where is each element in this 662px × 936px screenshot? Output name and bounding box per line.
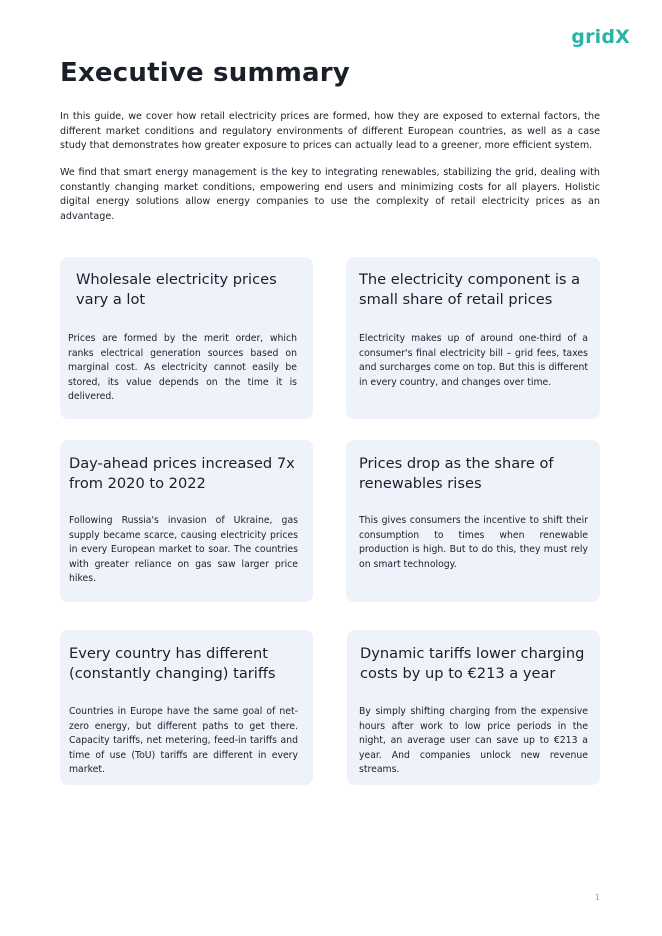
page-title: Executive summary xyxy=(60,58,350,88)
card-dynamic-tariffs xyxy=(347,630,600,785)
card-title: Dynamic tariffs lower charging costs by up to €213 a year xyxy=(360,645,585,682)
card-country-tariffs xyxy=(60,630,313,785)
card-body: Electricity makes up of around one-third of a consumer's final electricity bill – grid fees, taxes and surcharges come on top. But this is different in every country, and changes over time. xyxy=(359,333,588,388)
card-body: Following Russia's invasion of Ukraine, gas supply became scarce, causing electricity prices in every European market to soar. The countries with greater reliance on gas saw larger price hikes. xyxy=(69,515,298,584)
intro-paragraph-2: We find that smart energy management is the key to integrating renewables, stabilizing the grid, dealing with constantly changing market conditions, empowering end users and minimizing costs for all players. Holistic digital energy solutions allow energy companies to use the complexity of retail electricity prices as an advantage. xyxy=(60,167,600,222)
card-renewables-prices xyxy=(346,440,600,602)
card-wholesale-prices xyxy=(60,257,313,419)
card-title: Day-ahead prices increased 7x from 2020 to 2022 xyxy=(69,455,295,492)
card-body: By simply shifting charging from the expensive hours after work to low price periods in the night, an average user can save up to €213 a year. And companies unlock new revenue streams. xyxy=(359,706,588,775)
card-day-ahead-prices xyxy=(60,440,313,602)
card-body: Countries in Europe have the same goal of net-zero energy, but different paths to get there. Capacity tariffs, net metering, feed-in tariffs and time of use (ToU) tariffs are different in every market. xyxy=(69,706,298,775)
gridx-logo: gridX xyxy=(571,26,630,48)
card-electricity-component xyxy=(346,257,600,419)
card-title: The electricity component is a small share of retail prices xyxy=(359,271,581,308)
card-title: Prices drop as the share of renewables rises xyxy=(359,455,554,492)
card-body: Prices are formed by the merit order, which ranks electrical generation sources based on marginal cost. As electricity cannot easily be stored, its value depends on the time it is delivered. xyxy=(68,333,297,402)
card-title: Every country has different (constantly changing) tariffs xyxy=(69,645,276,682)
page-number: 1 xyxy=(594,893,600,902)
intro-paragraph-1: In this guide, we cover how retail electricity prices are formed, how they are exposed to external factors, the different market conditions and regulatory environments of different European countries, as well as a case study that demonstrates how greater exposure to prices can actually lead to a greener, more efficient system. xyxy=(60,111,600,151)
card-title: Wholesale electricity prices vary a lot xyxy=(76,271,277,308)
card-body: This gives consumers the incentive to shift their consumption to times when renewable production is high. But to do this, they must rely on smart technology. xyxy=(359,515,588,570)
